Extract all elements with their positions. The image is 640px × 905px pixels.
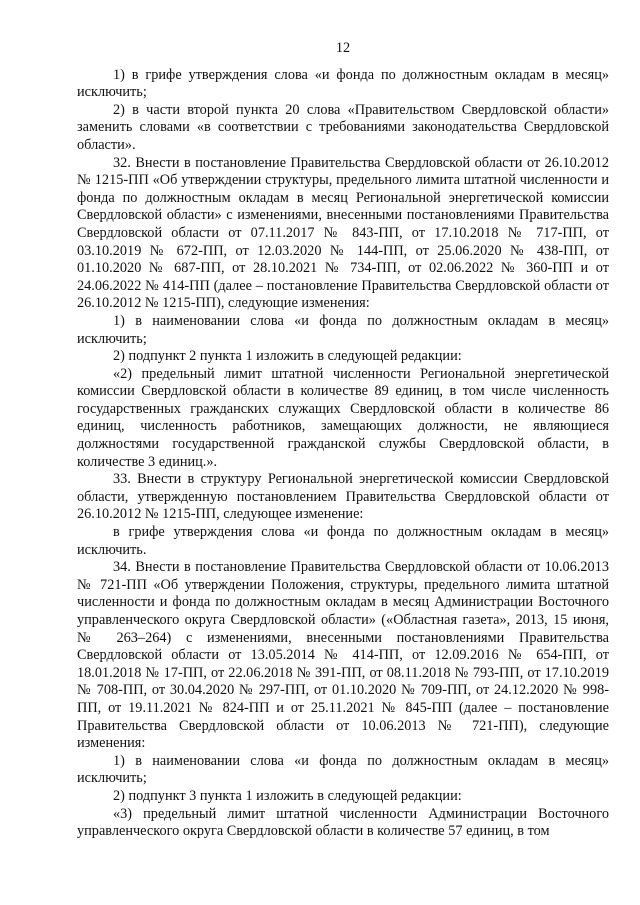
paragraph: в грифе утверждения слова «и фонда по должностным окладам в месяц» исключить.: [77, 524, 609, 558]
paragraph: 34. Внести в постановление Правительства Свердловской области от 10.06.2013 № 721-ПП «Об утверждении Положения, структуры, предельного лимита штатной численности и фонда по должностным окладам в месяц Администрации Восточного управленческого округа Свердловской области» («Областная газета», 2013, 15 июня, № 263–264) с изменениями, внесенными постановлениями Правительства Свердловской области от 13.05.2014 № 414-ПП, от 12.09.2016 № 654-ПП, от 18.01.2018 № 17-ПП, от 22.06.2018 № 391-ПП, от 08.11.2018 № 793-ПП, от 17.10.2019 № 708-ПП, от 30.04.2020 № 297-ПП, от 01.10.2020 № 709-ПП, от 24.12.2020 № 998-ПП, от 19.11.2021 № 824-ПП и от 25.11.2021 № 845-ПП (далее – постановление Правительства Свердловской области от 10.06.2013 № 721-ПП), следующие изменения:: [77, 559, 609, 752]
paragraph: 2) подпункт 3 пункта 1 изложить в следующей редакции:: [113, 787, 462, 804]
page-number: 12: [335, 40, 351, 56]
paragraph: 33. Внести в структуру Региональной энергетической комиссии Свердловской области, утвержденную постановлением Правительства Свердловской области от 26.10.2012 № 1215-ПП, следующее изменение:: [77, 471, 609, 523]
document-page: [77, 40, 609, 841]
paragraph: 2) в части второй пункта 20 слова «Правительством Свердловской области» заменить словами «в соответствии с требованиями законодательства Свердловской области».: [77, 101, 609, 153]
paragraph: «3) предельный лимит штатной численности Администрации Восточного управленческого округа Свердловской области в количестве 57 единиц, в том: [77, 805, 609, 840]
paragraph: 1) в грифе утверждения слова «и фонда по должностным окладам в месяц» исключить;: [77, 66, 609, 101]
paragraph: 2) подпункт 2 пункта 1 изложить в следующей редакции:: [113, 348, 462, 365]
paragraph: 32. Внести в постановление Правительства Свердловской области от 26.10.2012 № 1215-ПП «Об утверждении структуры, предельного лимита штатной численности и фонда по должностным окладам в месяц Региональной энергетической комиссии Свердловской области» с изменениями, внесенными постановлениями Правительства Свердловской области от 07.11.2017 № 843-ПП, от 17.10.2018 № 717-ПП, от 03.10.2019 № 672-ПП, от 12.03.2020 № 144-ПП, от 25.06.2020 № 438-ПП, от 01.10.2020 № 687-ПП, от 28.10.2021 № 734-ПП, от 02.06.2022 № 360-ПП и от 24.06.2022 № 414-ПП (далее – постановление Правительства Свердловской области от 26.10.2012 № 1215-ПП), следующие изменения:: [77, 154, 609, 312]
paragraph: 1) в наименовании слова «и фонда по должностным окладам в месяц» исключить;: [77, 752, 609, 787]
paragraph: «2) предельный лимит штатной численности Региональной энергетической комиссии Свердловской области в количестве 89 единиц, в том числе численность государственных гражданских служащих Свердловской области в количестве 86 единиц, численность работников, замещающих должности, не являющиеся должностями государственной гражданской службы Свердловской области, в количестве 3 единиц.».: [77, 365, 609, 470]
paragraph: 1) в наименовании слова «и фонда по должностным окладам в месяц» исключить;: [77, 312, 609, 347]
